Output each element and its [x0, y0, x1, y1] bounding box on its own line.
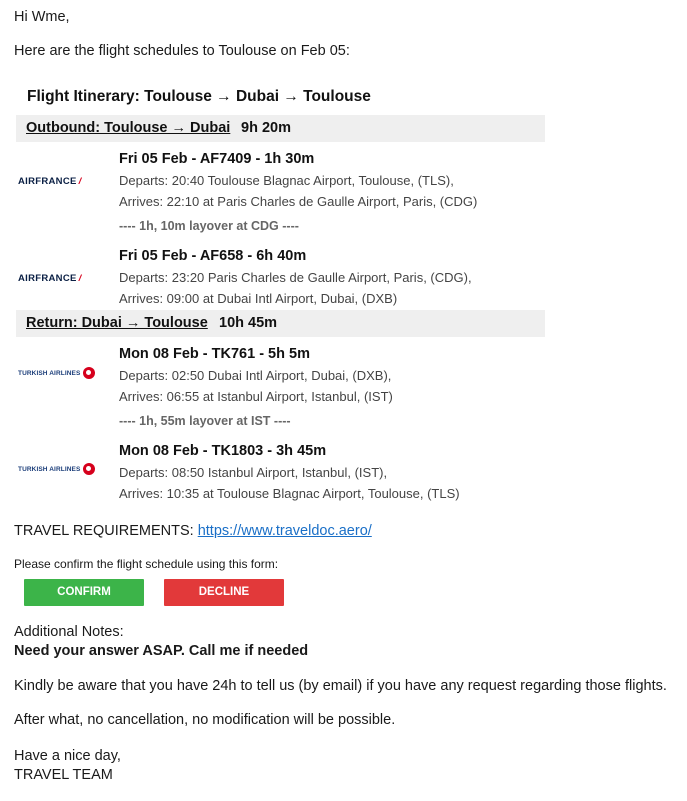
turkish-airlines-mark-icon: [83, 463, 95, 475]
leg-title: Fri 05 Feb - AF658 - 6h 40m: [119, 248, 307, 264]
leg-departs: Departs: 02:50 Dubai Intl Airport, Dubai, (DXB),: [119, 368, 392, 383]
return-duration: 10h 45m: [219, 315, 278, 331]
greeting: Hi Wme,: [14, 9, 70, 25]
leg-departs: Departs: 08:50 Istanbul Airport, Istanbul, (IST),: [119, 465, 388, 480]
travel-requirements-label: TRAVEL REQUIREMENTS:: [14, 523, 198, 539]
return-label: Return: Dubai → Toulouse: [26, 315, 208, 331]
signature: TRAVEL TEAM: [14, 767, 113, 783]
layover-ist: ---- 1h, 55m layover at IST ----: [119, 414, 291, 428]
confirm-button[interactable]: CONFIRM: [24, 579, 144, 606]
decline-button[interactable]: DECLINE: [164, 579, 284, 606]
notes-label: Additional Notes:: [14, 624, 124, 640]
turkish-airlines-logo: TURKISH AIRLINES: [18, 367, 95, 379]
no-modification-paragraph: After what, no cancellation, no modification will be possible.: [14, 712, 396, 728]
leg-arrives: Arrives: 09:00 at Dubai Intl Airport, Dubai, (DXB): [119, 291, 398, 306]
airfrance-logo: AIRFRANCE /: [18, 273, 82, 284]
travel-requirements: [14, 523, 372, 539]
leg-arrives: Arrives: 10:35 at Toulouse Blagnac Airport, Toulouse, (TLS): [119, 486, 460, 501]
signoff: Have a nice day,: [14, 748, 121, 764]
turkish-airlines-mark-icon: [83, 367, 95, 379]
notes-text: Need your answer ASAP. Call me if needed: [14, 643, 309, 659]
leg-departs: Departs: 20:40 Toulouse Blagnac Airport, Toulouse, (TLS),: [119, 173, 454, 188]
outbound-label: Outbound: Toulouse → Dubai: [26, 120, 231, 136]
return-section-header: [16, 310, 545, 337]
traveldoc-link[interactable]: https://www.traveldoc.aero/: [197, 523, 372, 539]
leg-departs: Departs: 23:20 Paris Charles de Gaulle Airport, Paris, (CDG),: [119, 270, 472, 285]
leg-title: Mon 08 Feb - TK761 - 5h 5m: [119, 346, 310, 362]
turkish-airlines-logo: TURKISH AIRLINES: [18, 463, 95, 475]
leg-title: Fri 05 Feb - AF7409 - 1h 30m: [119, 151, 315, 167]
itinerary-title: Flight Itinerary: Toulouse → Dubai → Toulouse: [27, 88, 371, 105]
leg-title: Mon 08 Feb - TK1803 - 3h 45m: [119, 443, 327, 459]
outbound-duration: 9h 20m: [241, 120, 291, 136]
leg-arrives: Arrives: 22:10 at Paris Charles de Gaulle Airport, Paris, (CDG): [119, 194, 478, 209]
airfrance-logo: AIRFRANCE /: [18, 176, 82, 187]
leg-arrives: Arrives: 06:55 at Istanbul Airport, Istanbul, (IST): [119, 389, 393, 404]
deadline-paragraph: Kindly be aware that you have 24h to tell us (by email) if you have any request regarding those flights.: [14, 678, 667, 694]
intro-text: Here are the flight schedules to Toulouse on Feb 05:: [14, 43, 350, 59]
confirm-note: Please confirm the flight schedule using this form:: [14, 557, 279, 571]
outbound-section-header: [16, 115, 545, 142]
layover-cdg: ---- 1h, 10m layover at CDG ----: [119, 219, 299, 233]
